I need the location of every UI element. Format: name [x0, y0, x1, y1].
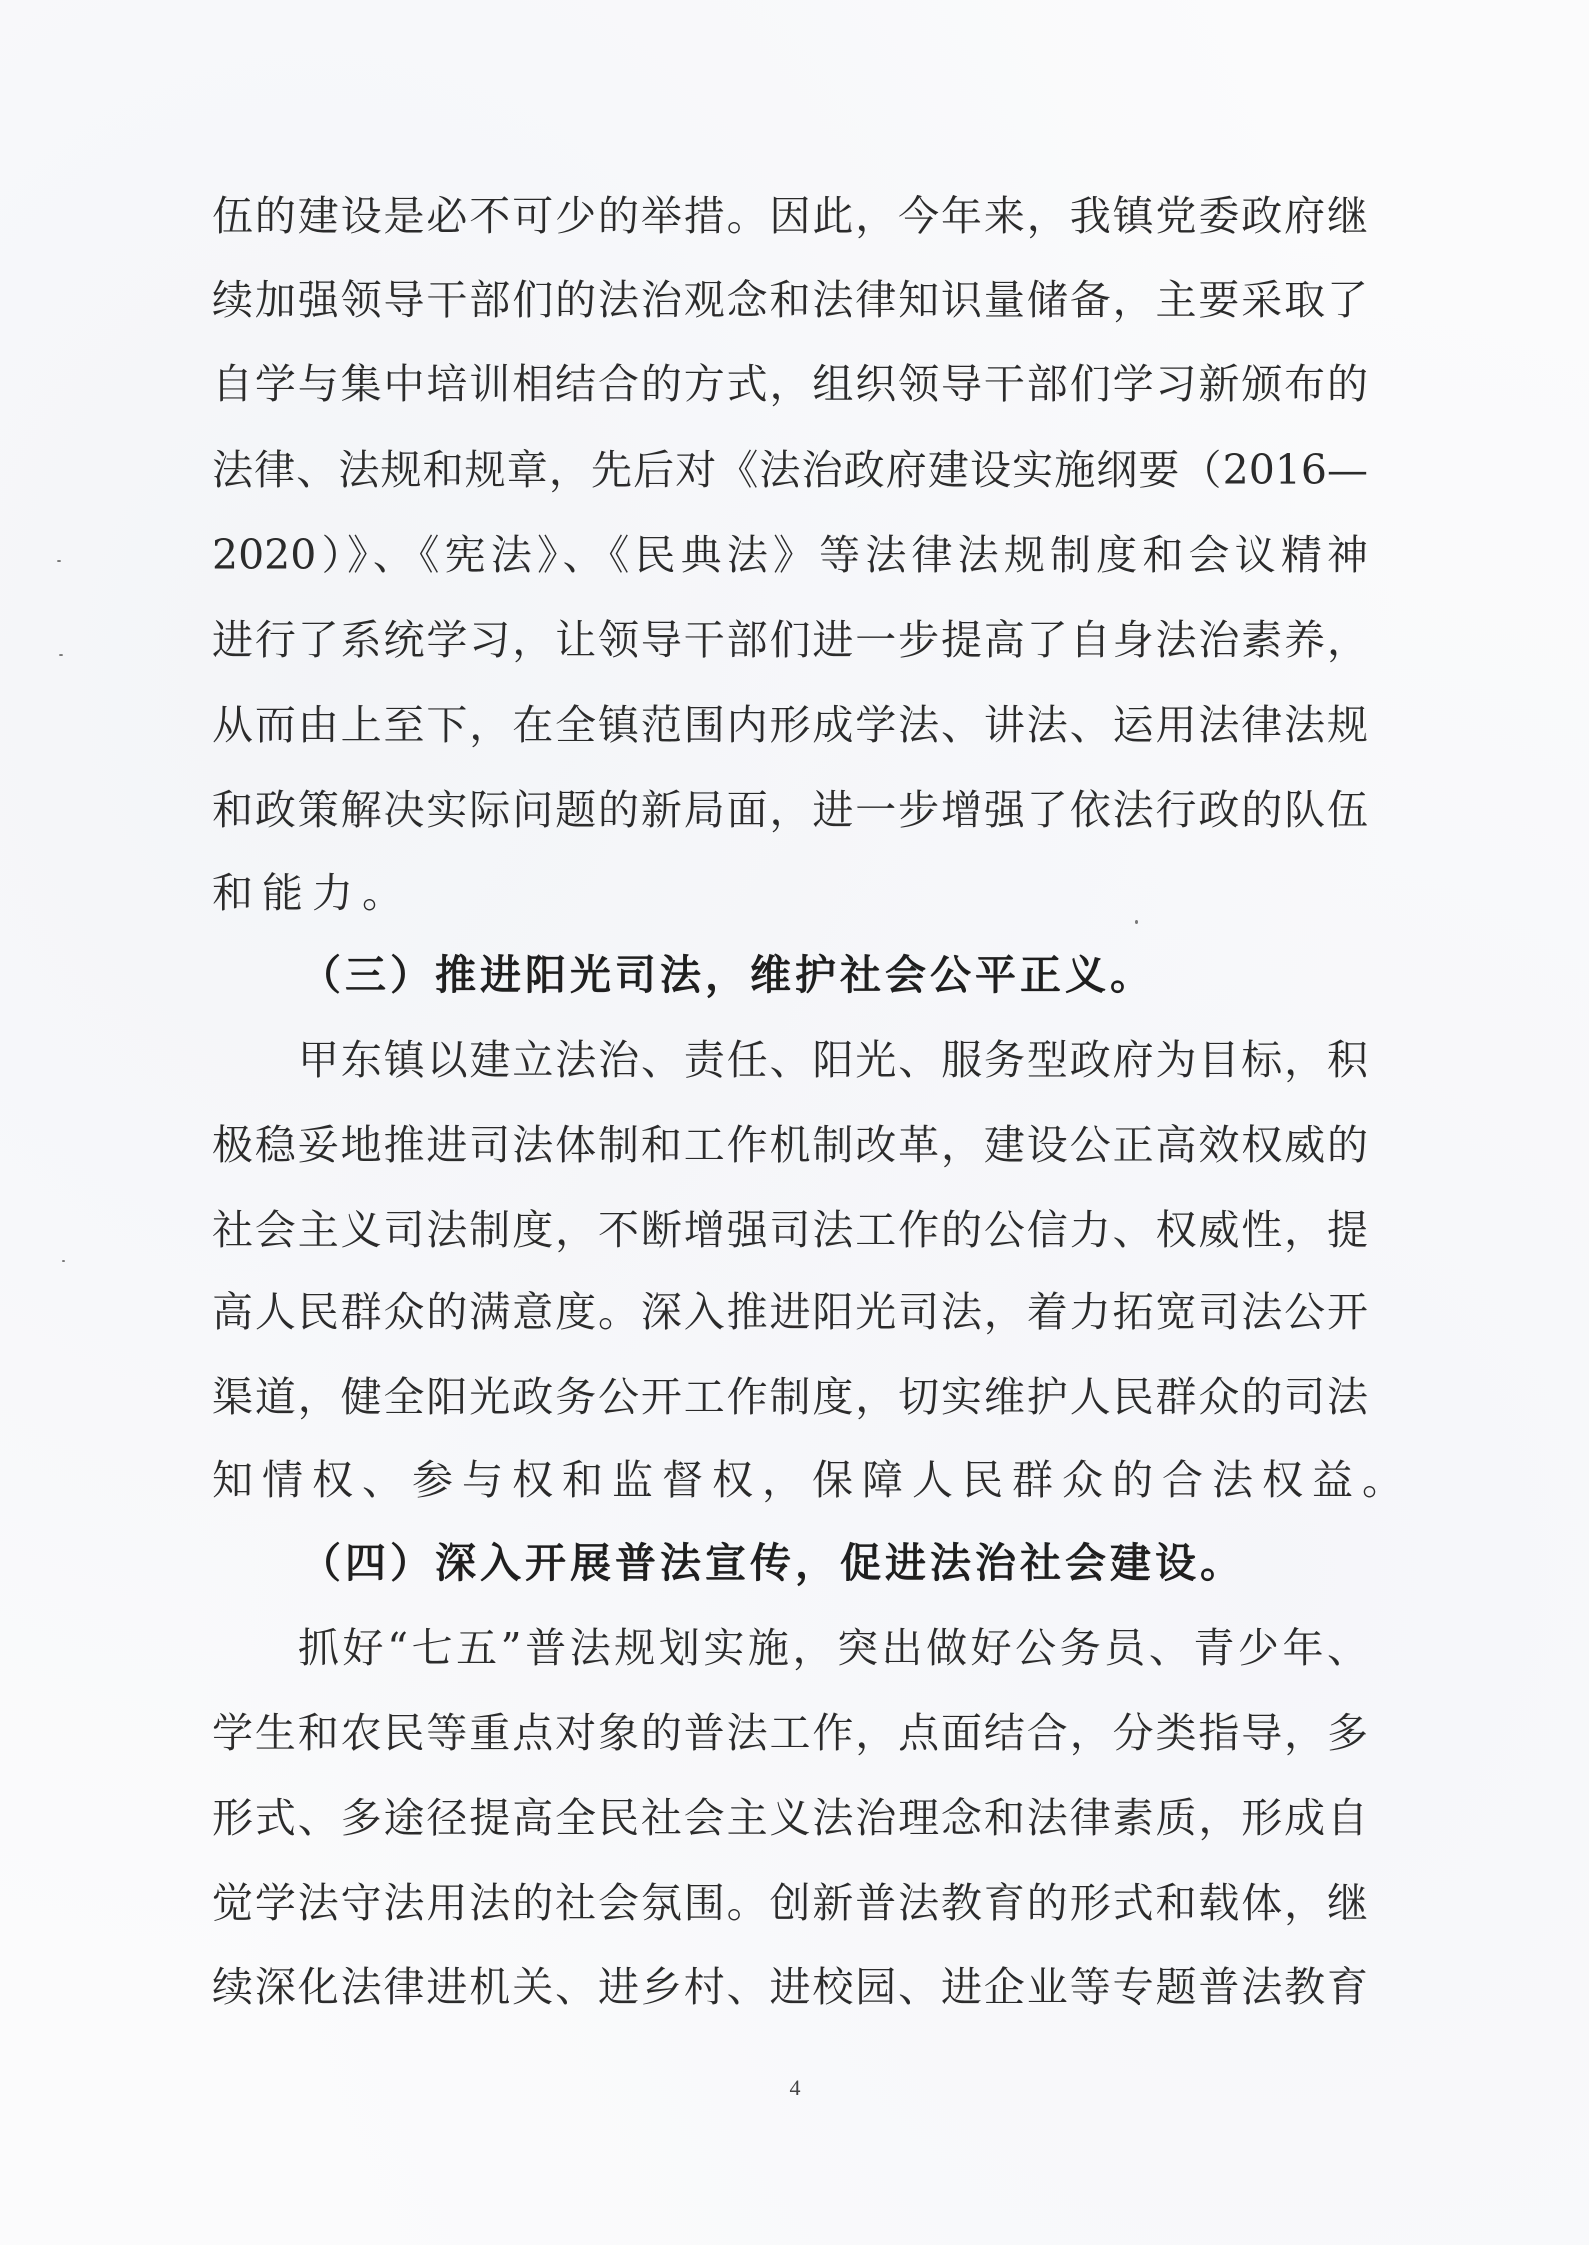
body-text-line: 学生和农民等重点对象的普法工作，点面结合，分类指导，多 [212, 1709, 1368, 1757]
body-text-line: 自学与集中培训相结合的方式，组织领导干部们学习新颁布的 [212, 360, 1368, 408]
body-text-line: 高人民群众的满意度。深入推进阳光司法，着力拓宽司法公开 [212, 1288, 1368, 1336]
body-text-line: 和能力。 [212, 869, 412, 917]
body-text-line: 法律、法规和规章，先后对《法治政府建设实施纲要（2016— [212, 446, 1368, 494]
body-text-line: 形式、多途径提高全民社会主义法治理念和法律素质，形成自 [212, 1794, 1368, 1842]
body-text-line: 2020）》、《宪法》、《民典法》等法律法规制度和会议精神 [212, 531, 1368, 579]
scan-speck [59, 654, 63, 656]
body-text-line: 续加强领导干部们的法治观念和法律知识量储备，主要采取了 [212, 276, 1368, 324]
body-text-line: 和政策解决实际问题的新局面，进一步增强了依法行政的队伍 [212, 786, 1368, 834]
body-text-line: 渠道，健全阳光政务公开工作制度，切实维护人民群众的司法 [212, 1373, 1368, 1421]
body-text-line: 甲东镇以建立法治、责任、阳光、服务型政府为目标，积 [298, 1036, 1368, 1084]
body-text-line: 续深化法律进机关、进乡村、进校园、进企业等专题普法教育 [212, 1963, 1368, 2011]
body-text-line: 从而由上至下，在全镇范围内形成学法、讲法、运用法律法规 [212, 701, 1368, 749]
body-text-line: 社会主义司法制度，不断增强司法工作的公信力、权威性，提 [212, 1206, 1368, 1254]
scan-speck [57, 560, 61, 562]
body-text-line: 进行了系统学习，让领导干部们进一步提高了自身法治素养， [212, 616, 1368, 664]
body-text-line: 抓好“七五”普法规划实施，突出做好公务员、青少年、 [298, 1624, 1368, 1672]
scan-speck [1135, 920, 1138, 924]
body-text-line: 伍的建设是必不可少的举措。因此，今年来，我镇党委政府继 [212, 192, 1368, 240]
body-text-line: 知情权、参与权和监督权，保障人民群众的合法权益。 [212, 1456, 1412, 1504]
section-heading-3: （三）推进阳光司法，维护社会公平正义。 [300, 951, 1155, 999]
body-text-line: 觉学法守法用法的社会氛围。创新普法教育的形式和载体，继 [212, 1879, 1368, 1927]
section-heading-4: （四）深入开展普法宣传，促进法治社会建设。 [300, 1539, 1245, 1587]
scan-speck [62, 1260, 65, 1262]
page-number: 4 [789, 2075, 801, 2100]
body-text-line: 极稳妥地推进司法体制和工作机制改革，建设公正高效权威的 [212, 1121, 1368, 1169]
